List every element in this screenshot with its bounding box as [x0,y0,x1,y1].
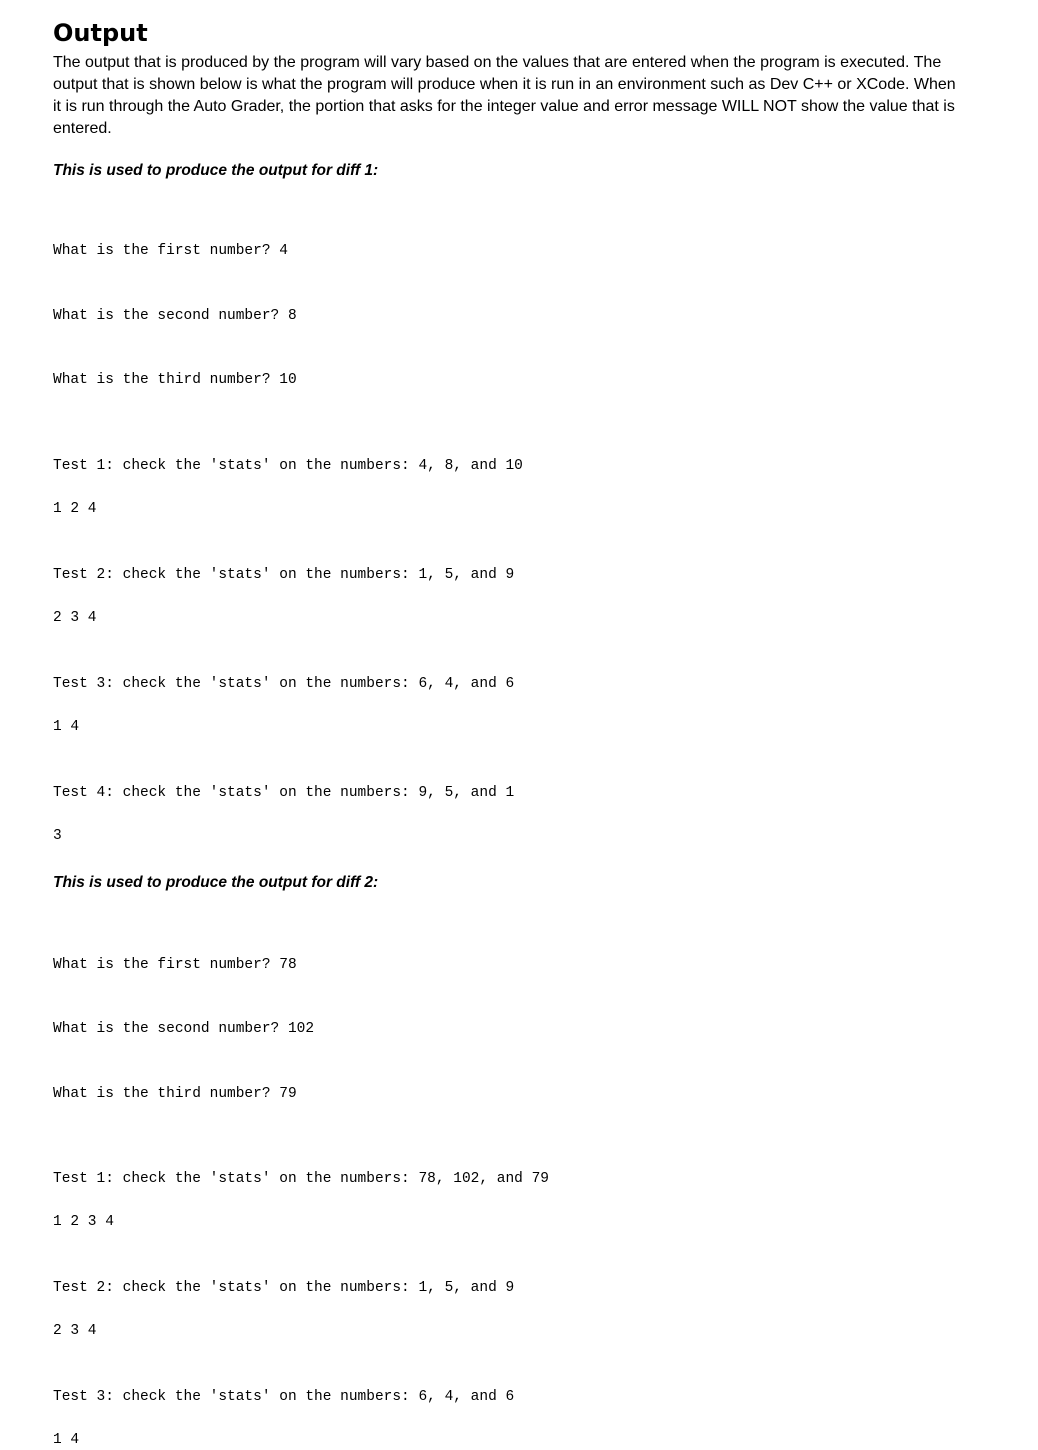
prompt-line: What is the first number? 78 [53,956,297,973]
prompt-line: What is the third number? 10 [53,372,297,388]
intro-paragraph: The output that is produced by the program will vary based on the values that are entered when the program is executed. The output that is shown below is what the program will produce when it is run in an environment such as Dev C++ or XCode. When it is run through the Auto Grader, the portion that asks for the integer value and error message WILL NOT show the value that is entered. [53,54,956,137]
test-line: Test 3: check the 'stats' on the numbers: 6, 4, and 6 [53,1389,515,1405]
test-line: Test 1: check the 'stats' on the numbers: 78, 102, and 79 [53,1171,549,1187]
diff1-heading: This is used to produce the output for diff 1: [53,162,379,179]
test-line: Test 1: check the 'stats' on the numbers: 4, 8, and 10 [53,457,523,474]
test-result: 1 2 3 4 [53,1214,114,1230]
page-title: Output [53,19,148,47]
prompt-line: What is the second number? 8 [53,307,297,324]
test-result: 2 3 4 [53,609,97,626]
prompt-line: What is the third number? 79 [53,1085,297,1102]
test-result: 1 4 [53,1432,80,1448]
test-result: 3 [53,827,62,844]
test-line: Test 2: check the 'stats' on the numbers: 1, 5, and 9 [53,566,515,583]
prompt-line: What is the second number? 102 [53,1021,315,1037]
test-line: Test 2: check the 'stats' on the numbers: 1, 5, and 9 [53,1280,515,1296]
diff2-prompts [53,912,993,1149]
document-page [53,18,993,1450]
test-result: 2 3 4 [53,1323,97,1339]
test-line: Test 3: check the 'stats' on the numbers: 6, 4, and 6 [53,675,515,692]
test-line: Test 4: check the 'stats' on the numbers: 9, 5, and 1 [53,784,515,801]
test-result: 1 4 [53,718,80,735]
prompt-line: What is the first number? 4 [53,243,288,259]
diff2-heading: This is used to produce the output for diff 2: [53,873,379,891]
diff1-prompts [53,198,993,435]
test-result: 1 2 4 [53,500,97,517]
